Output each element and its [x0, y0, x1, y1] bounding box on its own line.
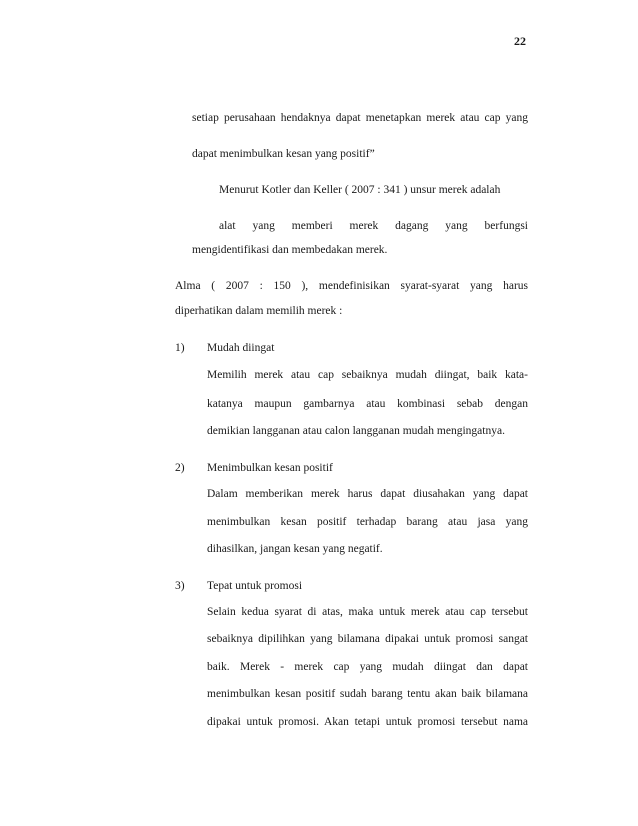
text-line: setiap perusahaan hendaknya dapat menetapkan merek atau cap yang: [192, 112, 528, 124]
list-heading: Menimbulkan kesan positif: [207, 462, 333, 474]
text-line: Dalam memberikan merek harus dapat diusahakan yang dapat: [207, 488, 528, 500]
text-line: diperhatikan dalam memilih merek :: [175, 305, 343, 317]
list-number: 1): [175, 342, 185, 354]
text-line: menimbulkan kesan positif sudah barang tentu akan baik bilamana: [207, 688, 528, 700]
text-line: dipakai untuk promosi. Akan tetapi untuk promosi tersebut nama: [207, 716, 528, 728]
text-line: demikian langganan atau calon langganan mudah mengingatnya.: [207, 425, 505, 437]
text-line: alat yang memberi merek dagang yang berfungsi: [219, 220, 528, 232]
page-number: 22: [514, 34, 526, 48]
text-line: Memilih merek atau cap sebaiknya mudah diingat, baik kata-: [207, 369, 528, 381]
text-line: dapat menimbulkan kesan yang positif”: [192, 148, 375, 160]
text-line: Selain kedua syarat di atas, maka untuk merek atau cap tersebut: [207, 606, 528, 618]
list-heading: Mudah diingat: [207, 342, 275, 354]
text-line: katanya maupun gambarnya atau kombinasi sebab dengan: [207, 398, 528, 410]
text-line: menimbulkan kesan positif terhadap barang atau jasa yang: [207, 516, 528, 528]
list-number: 3): [175, 580, 185, 592]
text-line: baik. Merek - merek cap yang mudah diingat dan dapat: [207, 661, 528, 673]
text-line: mengidentifikasi dan membedakan merek.: [192, 244, 388, 256]
list-number: 2): [175, 462, 185, 474]
text-line: sebaiknya dipilihkan yang bilamana dipakai untuk promosi sangat: [207, 633, 528, 645]
list-heading: Tepat untuk promosi: [207, 580, 303, 592]
text-line: Alma ( 2007 : 150 ), mendefinisikan syarat-syarat yang harus: [175, 280, 528, 292]
text-line: Menurut Kotler dan Keller ( 2007 : 341 ) unsur merek adalah: [219, 184, 501, 196]
text-line: dihasilkan, jangan kesan yang negatif.: [207, 543, 383, 555]
